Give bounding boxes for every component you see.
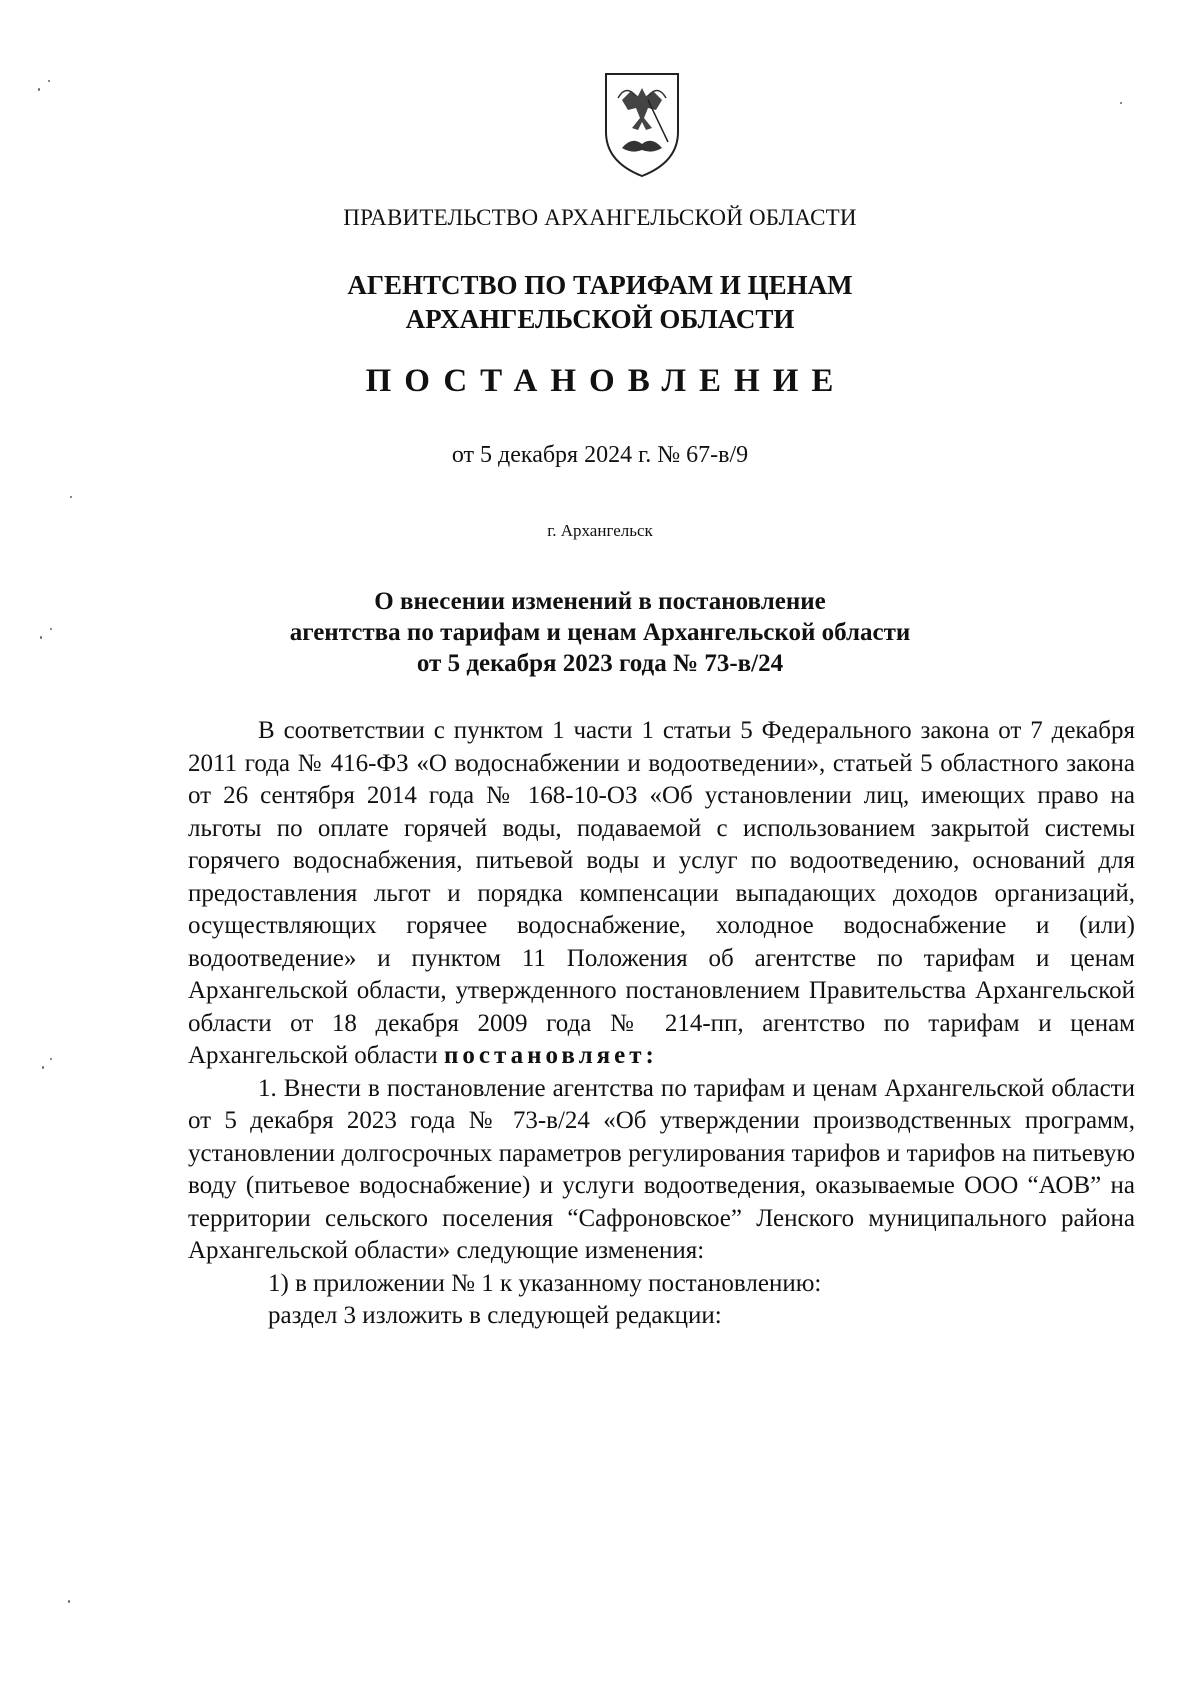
scan-speck bbox=[50, 1058, 52, 1060]
agency-name-line-1: АГЕНТСТВО ПО ТАРИФАМ И ЦЕНАМ bbox=[347, 270, 853, 300]
item-1-paragraph: 1. Внести в постановление агентства по тарифам и ценам Архангельской области от 5 декабря 2023 года № 73-в/24 «Об утверждении производственных программ, установлении долгосрочных параметров регулирования тарифов и тарифов на питьевую воду (питьевое водоснабжение) и услуги водоотведения, оказываемые ООО “АОВ” на территории сельского поселения “Сафроновское” Ленского муниципального района Архангельской области» следующие изменения: bbox=[188, 1074, 1135, 1264]
decree-word: постановляет: bbox=[444, 1042, 658, 1069]
scan-speck bbox=[68, 1600, 70, 1603]
scan-speck bbox=[48, 80, 50, 82]
scan-speck bbox=[38, 88, 40, 91]
subject-line-1: О внесении изменений в постановление bbox=[374, 588, 826, 615]
preamble-paragraph bbox=[188, 715, 1135, 1073]
scan-speck bbox=[1120, 102, 1122, 104]
subject-line-2: агентства по тарифам и ценам Архангельской области bbox=[289, 619, 911, 646]
agency-name bbox=[0, 268, 1200, 336]
scan-speck bbox=[40, 636, 42, 639]
scan-speck bbox=[70, 496, 72, 498]
government-name: ПРАВИТЕЛЬСТВО АРХАНГЕЛЬСКОЙ ОБЛАСТИ bbox=[343, 205, 857, 230]
agency-name-line-2: АРХАНГЕЛЬСКОЙ ОБЛАСТИ bbox=[405, 304, 795, 334]
preamble-text: В соответствии с пунктом 1 части 1 статьи 5 Федерального закона от 7 декабря 2011 года № 416-ФЗ «О водоснабжении и водоотведении», статьей 5 областного закона от 26 сентября 2014 года № 168-10-ОЗ «Об установлении лиц, имеющих право на льготы по оплате горячей воды, подаваемой с использованием закрытой системы горячего водоснабжения, питьевой воды и услуг по водоотведению, оснований для предоставления льгот и порядка компенсации выпадающих доходов организаций, осуществляющих горячее водоснабжение, холодное водоснабжение и (или) водоотведение» и пунктом 11 Положения об агентстве по тарифам и ценам Архангельской области, утвержденного постановлением Правительства Архангельской области от 18 декабря 2009 года № 214-пп, агентство по тарифам и ценам Архангельской области bbox=[188, 717, 1135, 1069]
coat-of-arms-icon bbox=[602, 70, 682, 180]
scan-speck bbox=[50, 628, 52, 630]
scan-speck bbox=[42, 1066, 44, 1069]
subitem-1-paragraph: 1) в приложении № 1 к указанному постановлению: bbox=[268, 1269, 822, 1297]
subject-line-3: от 5 декабря 2023 года № 73-в/24 bbox=[416, 650, 784, 677]
document-city: г. Архангельск bbox=[547, 521, 653, 540]
document-subject bbox=[0, 586, 1200, 679]
document-type-title: ПОСТАНОВЛЕНИЕ bbox=[365, 363, 847, 399]
document-body bbox=[188, 715, 1135, 1333]
document-date-number: от 5 декабря 2024 г. № 67-в/9 bbox=[451, 442, 749, 468]
subitem-2-paragraph: раздел 3 изложить в следующей редакции: bbox=[268, 1302, 722, 1329]
